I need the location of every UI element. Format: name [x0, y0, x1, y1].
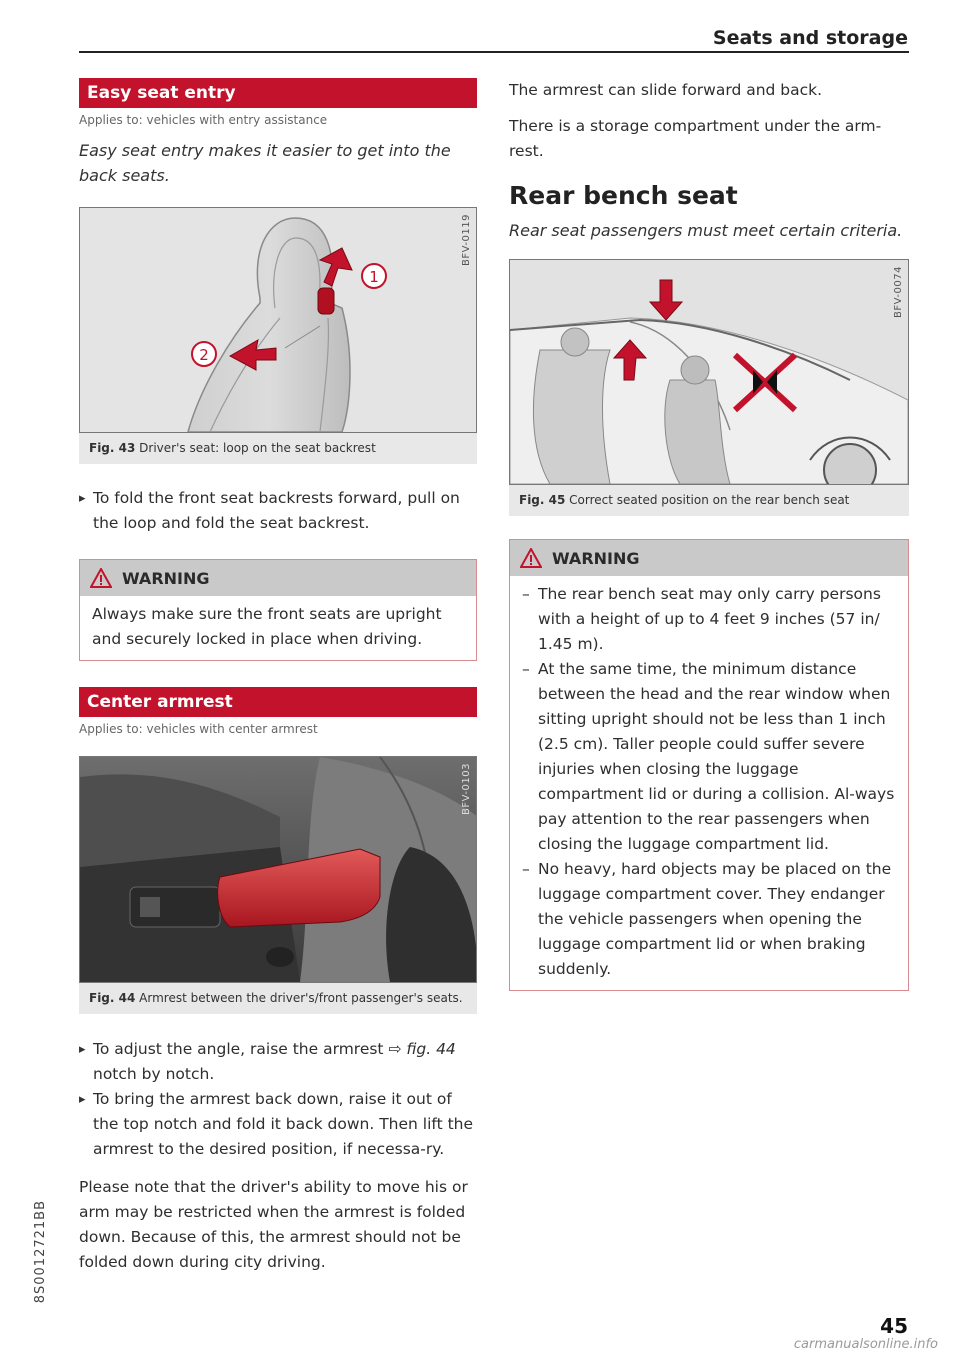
- caption-number: Fig. 43: [89, 441, 136, 455]
- figure-45-image: [509, 259, 909, 485]
- caption-text: Armrest between the driver's/front passenger's seats.: [139, 991, 463, 1005]
- figure-id: BFV-0119: [461, 214, 472, 266]
- applies-to-note: Applies to: vehicles with entry assistance: [79, 113, 328, 127]
- figure-44-caption: [79, 983, 477, 1014]
- paragraph: There is a storage compartment under the arm-rest.: [509, 117, 882, 160]
- watermark-text: carmanualsonline.info: [793, 1337, 938, 1352]
- step-text-end: notch by notch.: [93, 1065, 215, 1083]
- figure-45-caption: [509, 485, 909, 516]
- warning-icon: [520, 548, 542, 568]
- right-column: [509, 78, 909, 991]
- marker-1: [362, 264, 386, 288]
- document-code: 8S0012721BB: [33, 1200, 48, 1304]
- header-rule: [79, 51, 909, 53]
- caption-number: Fig. 44: [89, 991, 136, 1005]
- warning-box: [79, 559, 477, 661]
- svg-text:1: 1: [369, 268, 379, 286]
- warning-title: WARNING: [122, 568, 210, 588]
- rear-seat-position-illustration: [510, 260, 908, 484]
- svg-text:2: 2: [199, 346, 209, 364]
- section-intro: Rear seat passengers must meet certain criteria.: [509, 221, 903, 240]
- running-header: Seats and storage: [712, 27, 908, 49]
- figure-43-caption: [79, 433, 477, 464]
- figure-43-image: [79, 207, 477, 433]
- figure-reference-link[interactable]: ⇨ fig. 44: [388, 1040, 456, 1058]
- figure-45: [509, 259, 909, 516]
- armrest-illustration: [80, 757, 477, 982]
- section-intro: Easy seat entry makes it easier to get into the back seats.: [79, 141, 451, 185]
- warning-header: [510, 540, 908, 576]
- warning-item: – No heavy, hard objects may be placed on the luggage compartment cover. They endanger the vehicle passengers when opening the luggage compartment lid or when braking suddenly.: [522, 857, 896, 982]
- page-number: 45: [880, 1314, 908, 1338]
- instruction-step: [79, 1037, 473, 1087]
- section-heading-easy-seat-entry: Easy seat entry: [79, 78, 477, 108]
- instruction-step: ▸ To bring the armrest back down, raise it out of the top notch and fold it back down. Then lift the armrest to the desired position, if necessa-ry.: [79, 1087, 473, 1162]
- section-heading-center-armrest: Center armrest: [79, 687, 477, 717]
- caption-number: Fig. 45: [519, 493, 566, 507]
- left-column: [79, 78, 477, 1275]
- figure-44-image: [79, 756, 477, 983]
- section-heading-rear-bench-seat: Rear bench seat: [509, 181, 738, 210]
- paragraph: The armrest can slide forward and back.: [509, 81, 823, 99]
- armrest-note: Please note that the driver's ability to move his or arm may be restricted when the armrest is folded down. Because of this, the armrest should not be folded down during city driving.: [79, 1178, 468, 1271]
- seat-backrest-illustration: [80, 208, 477, 432]
- warning-header: [80, 560, 476, 596]
- warning-item: – The rear bench seat may only carry persons with a height of up to 4 feet 9 inches (57 in/ 1.45 m).: [522, 582, 896, 657]
- warning-item: – At the same time, the minimum distance between the head and the rear window when sitting upright should not be less than 1 inch (2.5 cm). Taller people could suffer severe injuries when closing the luggage compartment lid or during a collision. Al-ways pay attention to the rear passengers when closing the luggage compartment lid.: [522, 657, 896, 857]
- step-text: To adjust the angle, raise the armrest: [93, 1040, 389, 1058]
- warning-box: [509, 539, 909, 991]
- warning-title: WARNING: [552, 548, 640, 568]
- figure-id: BFV-0103: [461, 763, 472, 815]
- warning-list: [510, 576, 908, 990]
- instruction-step: ▸ To fold the front seat backrests forward, pull on the loop and fold the seat backrest.: [79, 486, 473, 536]
- figure-43: [79, 207, 477, 464]
- warning-text: Always make sure the front seats are upright and securely locked in place when driving.: [92, 605, 442, 648]
- marker-2: [192, 342, 216, 366]
- caption-text: Driver's seat: loop on the seat backrest: [139, 441, 376, 455]
- figure-id: BFV-0074: [893, 266, 904, 318]
- warning-icon: [90, 568, 112, 588]
- figure-44: [79, 756, 477, 1014]
- applies-to-note: Applies to: vehicles with center armrest: [79, 722, 318, 736]
- caption-text: Correct seated position on the rear bench seat: [569, 493, 850, 507]
